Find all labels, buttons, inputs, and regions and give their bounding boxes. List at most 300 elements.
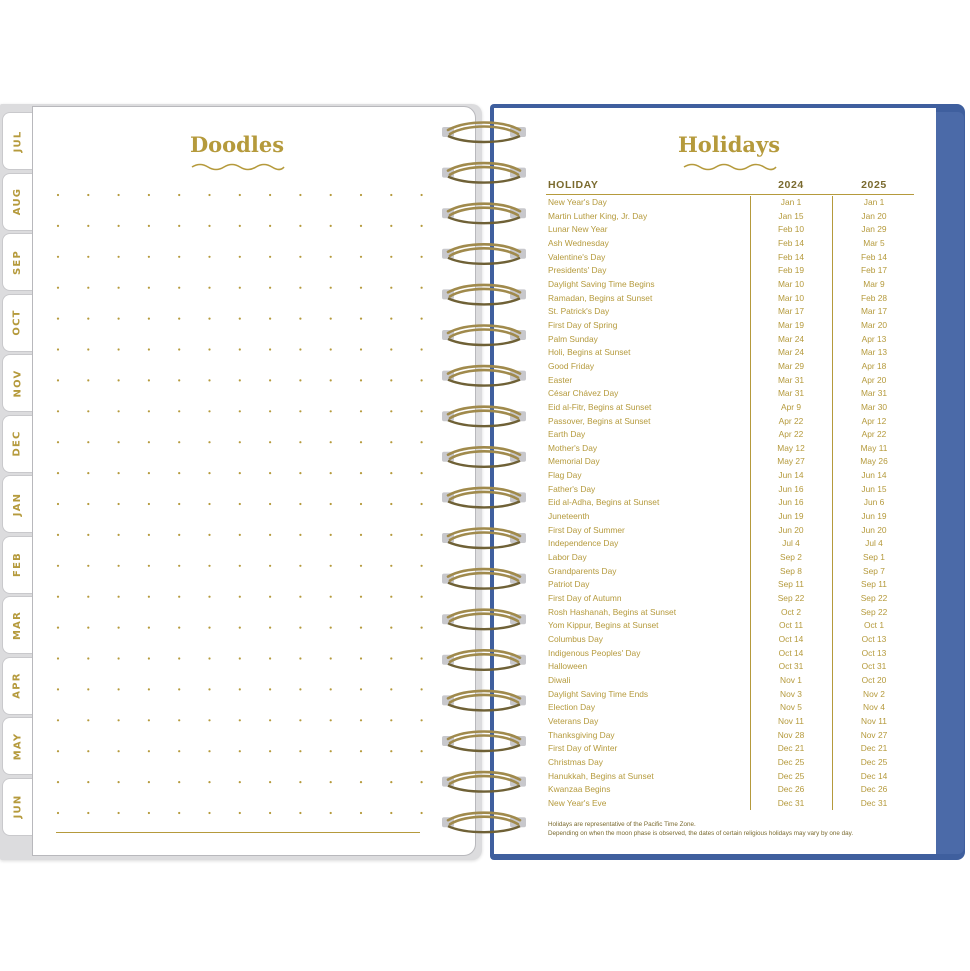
grid-dot: [390, 410, 392, 412]
grid-dot: [208, 596, 210, 598]
date-2024: Apr 22: [778, 415, 804, 426]
date-2025: Mar 9: [863, 278, 885, 289]
holidays-table: [546, 196, 914, 811]
holiday-row: [546, 701, 914, 715]
holidays-title: Holidays: [677, 132, 781, 157]
holiday-row: [546, 223, 914, 237]
date-2024: Feb 10: [777, 224, 805, 235]
grid-dot: [421, 318, 423, 320]
binding-ring: [442, 163, 526, 183]
holiday-name: New Year's Eve: [548, 797, 607, 808]
month-tab-sep[interactable]: [2, 233, 32, 291]
grid-dot: [421, 441, 423, 443]
date-2024: Mar 19: [777, 319, 805, 330]
binding-ring: [442, 123, 526, 143]
date-2025: Dec 21: [860, 743, 888, 754]
grid-dot: [421, 256, 423, 258]
holiday-row: [546, 401, 914, 415]
date-2025: Mar 13: [860, 347, 888, 358]
month-tab-jun[interactable]: [2, 778, 32, 836]
holiday-name: New Year's Day: [548, 197, 607, 207]
holiday-row: [546, 606, 914, 620]
footnote-line: Depending on when the moon phase is observed, the dates of certain religious holidays may vary by one day.: [548, 830, 854, 837]
grid-dot: [360, 318, 362, 320]
grid-dot: [421, 348, 423, 350]
grid-dot: [148, 688, 150, 690]
grid-dot: [87, 503, 89, 505]
holiday-row: [546, 360, 914, 374]
grid-dot: [118, 596, 120, 598]
grid-dot: [421, 472, 423, 474]
grid-dot: [87, 287, 89, 289]
holiday-name: Earth Day: [548, 429, 586, 440]
grid-dot: [178, 688, 180, 690]
date-2024: Sep 2: [780, 552, 802, 563]
binding-ring: [442, 285, 526, 305]
holiday-row: [546, 455, 914, 469]
holiday-name: Ramadan, Begins at Sunset: [548, 292, 653, 303]
footnote-line: Holidays are representative of the Pacific Time Zone.: [548, 821, 696, 828]
grid-dot: [269, 256, 271, 258]
grid-dot: [269, 657, 271, 659]
date-2025: Nov 2: [863, 688, 885, 699]
date-2025: Sep 7: [863, 565, 885, 576]
date-2025: Feb 17: [860, 265, 888, 276]
date-2024: Nov 1: [780, 674, 802, 685]
grid-dot: [269, 596, 271, 598]
grid-dot: [299, 657, 301, 659]
holiday-name: Presidents' Day: [548, 265, 607, 276]
grid-dot: [390, 657, 392, 659]
holiday-name: Christmas Day: [548, 756, 603, 767]
binding-ring: [442, 244, 526, 263]
grid-dot: [330, 534, 332, 536]
dot-grid[interactable]: [50, 188, 430, 818]
binding-ring: [442, 488, 526, 508]
grid-dot: [330, 503, 332, 505]
grid-dot: [330, 781, 332, 783]
date-2024: Dec 25: [777, 756, 805, 767]
grid-dot: [87, 657, 89, 659]
cover-edge: [936, 112, 964, 854]
month-tab-label: MAR: [12, 610, 23, 640]
holiday-name: Rosh Hashanah, Begins at Sunset: [548, 606, 677, 617]
grid-dot: [148, 627, 150, 629]
grid-dot: [208, 750, 210, 752]
grid-dot: [299, 627, 301, 629]
holiday-row: [546, 565, 914, 579]
grid-dot: [87, 472, 89, 474]
grid-dot: [390, 627, 392, 629]
grid-dot: [57, 194, 59, 196]
month-tab-mar[interactable]: [2, 596, 32, 654]
grid-dot: [421, 688, 423, 690]
holidays-squiggle: [682, 161, 778, 171]
grid-dot: [118, 410, 120, 412]
holiday-name: First Day of Winter: [548, 743, 618, 754]
holiday-row: [546, 292, 914, 306]
grid-dot: [421, 410, 423, 412]
date-2024: Dec 21: [777, 743, 805, 754]
grid-dot: [57, 750, 59, 752]
grid-dot: [208, 256, 210, 258]
grid-dot: [299, 256, 301, 258]
date-2024: Jan 1: [780, 197, 802, 207]
date-2025: Jun 20: [861, 524, 887, 535]
binding-ring: [442, 732, 526, 752]
grid-dot: [178, 534, 180, 536]
grid-dot: [421, 534, 423, 536]
holiday-row: [546, 729, 914, 743]
holiday-row: [546, 496, 914, 510]
grid-dot: [360, 503, 362, 505]
holiday-name: Daylight Saving Time Begins: [548, 278, 655, 289]
doodles-title: Doodles: [189, 132, 285, 157]
grid-dot: [208, 441, 210, 443]
date-2025: Nov 27: [860, 729, 888, 740]
grid-dot: [57, 379, 59, 381]
holidays-table-header: [546, 178, 914, 195]
date-2024: Mar 17: [777, 306, 805, 317]
grid-dot: [330, 256, 332, 258]
holiday-name: Labor Day: [548, 552, 587, 563]
date-2024: Sep 11: [778, 579, 804, 590]
grid-dot: [239, 472, 241, 474]
holiday-name: First Day of Summer: [548, 524, 625, 535]
grid-dot: [390, 750, 392, 752]
month-tab-label: SEP: [12, 249, 23, 275]
holiday-name: Columbus Day: [548, 634, 603, 644]
grid-dot: [330, 287, 332, 289]
binding-ring: [442, 407, 526, 427]
date-2025: Apr 12: [861, 415, 887, 426]
grid-dot: [360, 565, 362, 567]
grid-dot: [269, 719, 271, 721]
grid-dot: [239, 256, 241, 258]
grid-dot: [299, 441, 301, 443]
grid-dot: [178, 627, 180, 629]
grid-dot: [390, 503, 392, 505]
holiday-name: Kwanzaa Begins: [548, 784, 611, 795]
grid-dot: [239, 225, 241, 227]
grid-dot: [360, 348, 362, 350]
grid-dot: [239, 657, 241, 659]
date-2024: Jan 15: [778, 210, 804, 221]
grid-dot: [421, 627, 423, 629]
holiday-row: [546, 196, 914, 210]
grid-dot: [178, 256, 180, 258]
holiday-row: [546, 783, 914, 797]
grid-dot: [239, 379, 241, 381]
holiday-row: [546, 524, 914, 538]
grid-dot: [330, 194, 332, 196]
holiday-name: Eid al-Adha, Begins at Sunset: [548, 497, 660, 508]
holiday-name: Ash Wednesday: [548, 237, 609, 248]
grid-dot: [330, 441, 332, 443]
grid-dot: [269, 225, 271, 227]
grid-dot: [148, 781, 150, 783]
grid-dot: [87, 596, 89, 598]
grid-dot: [208, 565, 210, 567]
holiday-row: [546, 578, 914, 592]
holiday-row: [546, 592, 914, 606]
date-2025: Jan 20: [861, 210, 887, 221]
grid-dot: [118, 719, 120, 721]
grid-dot: [57, 812, 59, 814]
grid-dot: [208, 534, 210, 536]
grid-dot: [57, 534, 59, 536]
date-2024: Jul 4: [782, 538, 800, 549]
holiday-name: Election Day: [548, 702, 596, 713]
grid-dot: [330, 410, 332, 412]
grid-dot: [299, 781, 301, 783]
grid-dot: [57, 781, 59, 783]
grid-dot: [57, 596, 59, 598]
grid-dot: [269, 627, 271, 629]
column-header-holiday: HOLIDAY: [548, 179, 599, 191]
grid-dot: [178, 781, 180, 783]
date-2025: Jun 6: [863, 497, 885, 508]
grid-dot: [148, 194, 150, 196]
grid-dot: [148, 441, 150, 443]
holiday-row: [546, 660, 914, 674]
date-2025: Nov 11: [861, 715, 887, 726]
binding-ring: [442, 366, 526, 386]
grid-dot: [118, 379, 120, 381]
holiday-row: [546, 374, 914, 388]
grid-dot: [390, 194, 392, 196]
grid-dot: [57, 472, 59, 474]
column-header-2024: 2024: [778, 179, 804, 191]
holiday-row: [546, 619, 914, 633]
holiday-name: Father's Day: [548, 483, 596, 494]
holiday-row: [546, 633, 914, 647]
holiday-name: Martin Luther King, Jr. Day: [548, 210, 648, 221]
month-tab-dec[interactable]: [2, 415, 32, 473]
grid-dot: [390, 781, 392, 783]
grid-dot: [178, 657, 180, 659]
date-2024: Dec 25: [777, 770, 805, 781]
date-2024: Dec 31: [777, 797, 805, 808]
grid-dot: [330, 750, 332, 752]
grid-dot: [178, 225, 180, 227]
grid-dot: [148, 472, 150, 474]
date-2024: May 12: [777, 442, 805, 453]
grid-dot: [239, 534, 241, 536]
grid-dot: [330, 318, 332, 320]
date-2025: Jun 15: [861, 483, 887, 494]
grid-dot: [87, 348, 89, 350]
holiday-row: [546, 278, 914, 292]
holiday-row: [546, 715, 914, 729]
holiday-name: Indigenous Peoples' Day: [548, 647, 641, 658]
holiday-row: [546, 674, 914, 688]
date-2025: Sep 1: [863, 552, 885, 563]
grid-dot: [421, 750, 423, 752]
grid-dot: [330, 688, 332, 690]
grid-dot: [148, 379, 150, 381]
date-2025: Jan 29: [861, 224, 887, 235]
grid-dot: [87, 627, 89, 629]
grid-dot: [239, 719, 241, 721]
month-tab-may[interactable]: [2, 717, 32, 775]
date-2024: Jun 20: [778, 524, 804, 535]
date-2025: Sep 11: [861, 579, 887, 590]
holiday-row: [546, 483, 914, 497]
month-tab-label: OCT: [11, 309, 23, 336]
date-2024: Mar 31: [777, 388, 805, 399]
holiday-row: [546, 210, 914, 224]
grid-dot: [87, 688, 89, 690]
holiday-name: Diwali: [548, 674, 571, 685]
grid-dot: [239, 194, 241, 196]
month-tab-label: APR: [12, 672, 23, 699]
date-2024: Oct 11: [778, 620, 804, 631]
month-tab-label: JUN: [12, 794, 23, 819]
grid-dot: [360, 441, 362, 443]
grid-dot: [148, 565, 150, 567]
grid-dot: [390, 318, 392, 320]
binding-ring: [442, 610, 526, 630]
grid-dot: [299, 688, 301, 690]
grid-dot: [57, 256, 59, 258]
month-tab-label: MAY: [11, 732, 23, 760]
holiday-name: Independence Day: [548, 538, 619, 549]
grid-dot: [118, 441, 120, 443]
date-2025: May 11: [860, 442, 888, 453]
month-tabs: [0, 112, 34, 852]
grid-dot: [360, 472, 362, 474]
grid-dot: [118, 194, 120, 196]
grid-dot: [148, 657, 150, 659]
month-tab-nov[interactable]: [2, 354, 32, 412]
holiday-name: Yom Kippur, Begins at Sunset: [548, 620, 659, 631]
grid-dot: [269, 348, 271, 350]
grid-dot: [118, 503, 120, 505]
date-2025: Mar 31: [860, 388, 888, 399]
date-2025: Jul 4: [865, 538, 883, 549]
grid-dot: [239, 410, 241, 412]
holiday-row: [546, 264, 914, 278]
holiday-row: [546, 346, 914, 360]
grid-dot: [239, 565, 241, 567]
grid-dot: [208, 657, 210, 659]
holiday-row: [546, 333, 914, 347]
grid-dot: [178, 441, 180, 443]
date-2024: Mar 29: [777, 360, 805, 371]
grid-dot: [87, 781, 89, 783]
grid-dot: [87, 441, 89, 443]
grid-dot: [360, 410, 362, 412]
grid-dot: [57, 688, 59, 690]
grid-dot: [269, 194, 271, 196]
grid-dot: [360, 379, 362, 381]
grid-dot: [87, 194, 89, 196]
holiday-row: [546, 415, 914, 429]
grid-dot: [390, 719, 392, 721]
grid-dot: [299, 318, 301, 320]
month-tab-jul[interactable]: [2, 112, 32, 170]
grid-dot: [269, 565, 271, 567]
grid-dot: [299, 348, 301, 350]
doodles-baseline: [56, 832, 420, 833]
holiday-row: [546, 537, 914, 551]
grid-dot: [208, 194, 210, 196]
grid-dot: [239, 812, 241, 814]
grid-dot: [360, 534, 362, 536]
grid-dot: [178, 472, 180, 474]
grid-dot: [360, 194, 362, 196]
date-2024: Jun 14: [778, 470, 804, 481]
grid-dot: [118, 781, 120, 783]
grid-dot: [299, 812, 301, 814]
date-2025: Apr 22: [861, 429, 887, 440]
grid-dot: [421, 225, 423, 227]
grid-dot: [148, 287, 150, 289]
date-2025: Apr 13: [861, 333, 887, 344]
date-2025: Jan 1: [863, 197, 885, 207]
date-2024: Nov 3: [780, 688, 802, 699]
grid-dot: [269, 441, 271, 443]
month-tab-apr[interactable]: [2, 657, 32, 715]
month-tab-oct[interactable]: [2, 294, 32, 352]
date-2025: Dec 31: [860, 797, 888, 808]
grid-dot: [239, 287, 241, 289]
footnote: [548, 820, 928, 838]
grid-dot: [118, 256, 120, 258]
grid-dot: [148, 596, 150, 598]
holiday-row: [546, 251, 914, 265]
date-2025: Dec 14: [860, 770, 888, 781]
grid-dot: [178, 194, 180, 196]
grid-dot: [269, 688, 271, 690]
grid-dot: [360, 657, 362, 659]
holiday-row: [546, 742, 914, 756]
grid-dot: [390, 812, 392, 814]
holiday-row: [546, 237, 914, 251]
binding-ring: [442, 569, 526, 589]
grid-dot: [360, 256, 362, 258]
grid-dot: [208, 472, 210, 474]
month-tab-jan[interactable]: [2, 475, 32, 533]
grid-dot: [299, 534, 301, 536]
month-tab-label: DEC: [11, 430, 23, 457]
grid-dot: [118, 688, 120, 690]
grid-dot: [299, 287, 301, 289]
grid-dot: [239, 596, 241, 598]
grid-dot: [360, 225, 362, 227]
grid-dot: [57, 410, 59, 412]
grid-dot: [148, 719, 150, 721]
grid-dot: [148, 225, 150, 227]
grid-dot: [118, 565, 120, 567]
grid-dot: [239, 441, 241, 443]
month-tab-feb[interactable]: [2, 536, 32, 594]
holiday-name: First Day of Spring: [548, 319, 618, 330]
date-2025: Oct 20: [861, 674, 887, 685]
grid-dot: [421, 287, 423, 289]
grid-dot: [360, 627, 362, 629]
grid-dot: [239, 750, 241, 752]
grid-dot: [330, 596, 332, 598]
holiday-row: [546, 688, 914, 702]
grid-dot: [118, 225, 120, 227]
binding-ring: [442, 650, 526, 670]
binding-ring: [442, 813, 526, 833]
month-tab-aug[interactable]: [2, 173, 32, 231]
grid-dot: [148, 503, 150, 505]
date-2024: Feb 14: [777, 251, 805, 262]
